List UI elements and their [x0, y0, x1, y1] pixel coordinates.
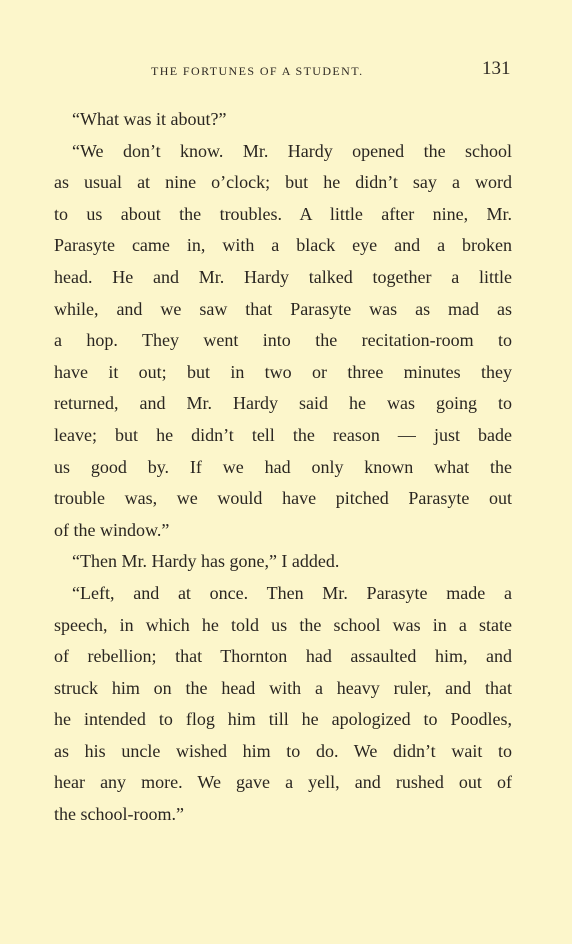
text-line: he intended to flog him till he apologized to Poodles, — [54, 709, 512, 730]
text-line: “What was it about?” — [72, 109, 227, 129]
text-line: while, and we saw that Parasyte was as mad as — [54, 298, 512, 319]
running-head: THE FORTUNES OF A STUDENT. — [151, 64, 364, 78]
text-line: returned, and Mr. Hardy said he was going to — [54, 393, 512, 414]
text-line: the school-room.” — [54, 804, 184, 825]
text-line: hear any more. We gave a yell, and rushed out of — [54, 772, 512, 793]
text-line: to us about the troubles. A little after nine, Mr. — [54, 203, 512, 224]
text-line: have it out; but in two or three minutes they — [54, 361, 512, 382]
text-line: “We don’t know. Mr. Hardy opened the school — [72, 140, 512, 161]
text-line: “Then Mr. Hardy has gone,” I added. — [72, 551, 340, 572]
text-line: head. He and Mr. Hardy talked together a little — [54, 266, 512, 287]
body-text — [54, 104, 512, 831]
text-line: of rebellion; that Thornton had assaulted him, and — [54, 646, 512, 667]
text-line: as his uncle wished him to do. We didn’t wait to — [54, 740, 512, 761]
text-line: Parasyte came in, with a black eye and a broken — [54, 235, 512, 256]
text-line: struck him on the head with a heavy ruler, and that — [54, 677, 512, 698]
text-line: a hop. They went into the recitation-room to — [54, 330, 512, 351]
text-line: trouble was, we would have pitched Parasyte out — [54, 488, 512, 509]
text-line: of the window.” — [54, 519, 170, 540]
text-line: leave; but he didn’t tell the reason — just bade — [54, 424, 512, 445]
text-line: us good by. If we had only known what the — [54, 456, 512, 477]
page-number: 131 — [482, 58, 511, 79]
text-line: speech, in which he told us the school was in a state — [54, 614, 512, 635]
text-line: “Left, and at once. Then Mr. Parasyte made a — [72, 582, 512, 603]
text-line: as usual at nine o’clock; but he didn’t say a word — [54, 172, 512, 193]
